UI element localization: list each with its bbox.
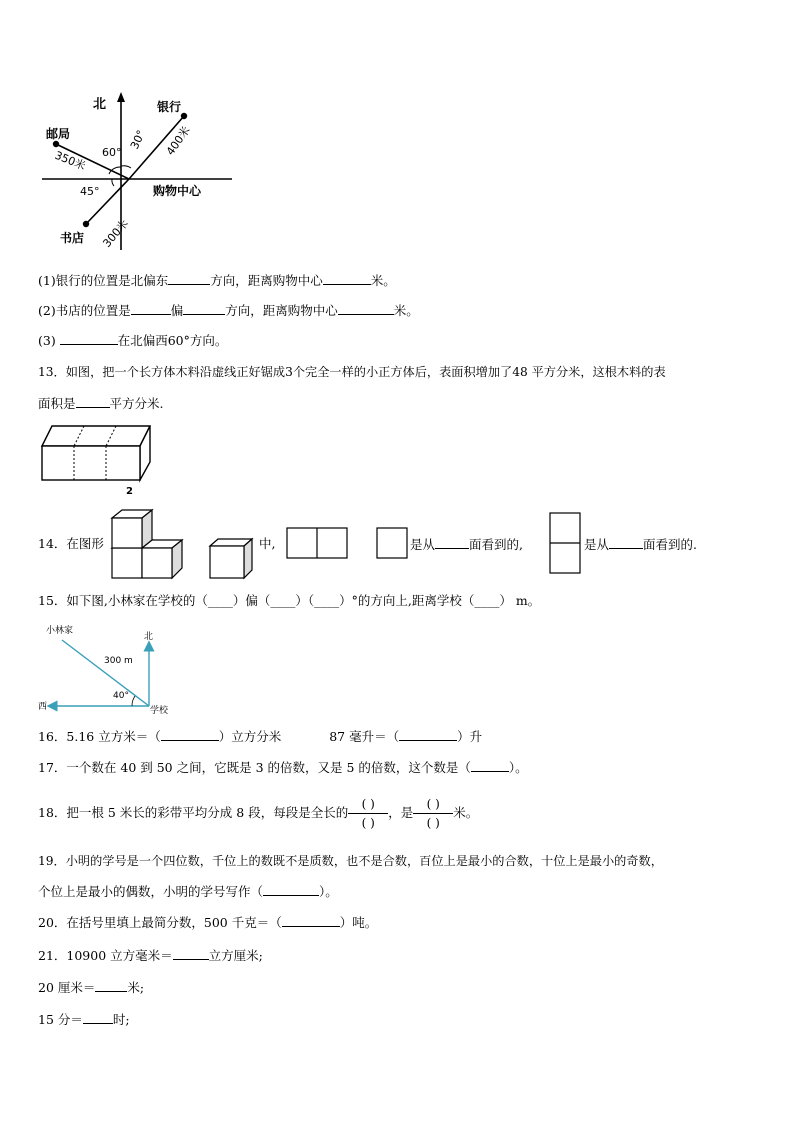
answer-blank[interactable]	[76, 395, 110, 408]
bookstore-label: 书店	[60, 231, 85, 245]
north-arrow-icon	[117, 92, 125, 102]
answer-blank[interactable]	[263, 884, 319, 896]
q18-text-b: ，是	[388, 805, 414, 820]
q13-line1: 13．如图，把一个长方体木料沿虚线正好锯成3个完全一样的小正方体后，表面积增加了48 平方分米，这根木料的表	[38, 365, 666, 379]
q19-text-b: ）。	[319, 884, 338, 899]
answer-blank[interactable]	[609, 536, 643, 549]
q12-line2-text-d: 米。	[393, 303, 419, 318]
arc-30	[121, 166, 131, 168]
fraction-blank-2[interactable]	[413, 796, 453, 831]
view-two-squares	[286, 527, 348, 559]
cuboid-label: 2	[126, 486, 133, 496]
angle-45: 45°	[80, 185, 100, 198]
answer-blank[interactable]	[471, 760, 509, 772]
q15-text: 15．如下图,小林家在学校的（____）偏（____）（____）°的方向上,距离学校（____） m。	[38, 593, 541, 608]
q14-text-c: 是从	[410, 537, 436, 552]
q21-text-f: 时;	[112, 1012, 130, 1027]
q16-line	[38, 729, 482, 745]
q21-text-d: 米;	[127, 980, 145, 995]
cuboid-figure	[38, 422, 158, 496]
answer-blank[interactable]	[282, 915, 340, 927]
q18-line	[38, 794, 478, 832]
q12-line2-text-a: (2)书店的位置是	[38, 303, 131, 318]
west-label: 西	[38, 702, 48, 712]
q14-text-a: 14．在图形	[38, 536, 104, 551]
q12-line2-text-b: 偏	[170, 303, 184, 318]
l-shape-cubes-figure	[110, 508, 190, 580]
q13-text-b: 平方分米.	[109, 396, 164, 411]
home-label: 小林家	[46, 626, 74, 636]
q16-text-d: ）升	[457, 729, 483, 744]
q12-line1-text-c: 米。	[370, 273, 396, 288]
answer-blank[interactable]	[60, 332, 118, 345]
q19-line2	[38, 884, 338, 900]
answer-blank[interactable]	[399, 729, 457, 741]
angle-30: 30°	[127, 128, 148, 152]
north-label: 北	[144, 632, 154, 642]
view-two-stacked	[549, 512, 581, 574]
bookstore-point	[83, 221, 89, 227]
q21-text-e: 15 分＝	[38, 1012, 83, 1027]
fraction-blank-1[interactable]	[348, 796, 388, 831]
answer-blank[interactable]	[173, 947, 209, 960]
answer-blank[interactable]	[83, 1011, 113, 1024]
q14-text-f: 面看到的.	[643, 537, 697, 552]
post-office-label: 邮局	[46, 127, 71, 141]
single-cube-figure	[208, 536, 258, 580]
post-office-point	[53, 141, 59, 147]
q12-line2	[38, 302, 419, 319]
q21-text-a: 21．10900 立方毫米＝	[38, 948, 173, 963]
fraction-numerator: ( )	[361, 797, 375, 811]
q18-text-c: 米。	[453, 805, 479, 820]
q16-text-a: 16．5.16 立方米＝（	[38, 729, 161, 744]
q16-text-c: 87 毫升＝（	[329, 729, 400, 744]
angle-label: 40°	[113, 691, 129, 701]
q20-text-a: 20．在括号里填上最简分数，500 千克＝（	[38, 915, 282, 930]
compass-figure	[36, 88, 236, 250]
q14-text-e: 是从	[584, 537, 610, 552]
bank-distance: 400米	[163, 124, 193, 158]
answer-blank[interactable]	[435, 536, 469, 549]
q14-text-b: 中,	[259, 536, 276, 551]
q19-text-a: 个位上是最小的偶数，小明的学号写作（	[38, 884, 264, 899]
distance-label: 300 m	[104, 656, 133, 666]
q21-text-c: 20 厘米＝	[38, 980, 96, 995]
shopping-center-label: 购物中心	[153, 184, 202, 198]
q14-answer-2	[584, 536, 697, 553]
answer-blank[interactable]	[338, 302, 394, 315]
q13-line2	[38, 395, 164, 412]
q20-line	[38, 915, 377, 931]
bank-label: 银行	[157, 100, 182, 114]
answer-blank[interactable]	[131, 302, 171, 315]
q12-line3-text-b: 在北偏西60°方向。	[117, 333, 228, 348]
school-label: 学校	[150, 706, 169, 716]
q21-line2	[38, 979, 144, 996]
q12-line3	[38, 332, 227, 349]
q18-text-a: 18．把一根 5 米长的彩带平均分成 8 段，每段是全长的	[38, 805, 349, 820]
q12-line1-text-a: (1)银行的位置是北偏东	[38, 273, 169, 288]
fraction-denominator: ( )	[361, 816, 375, 830]
q17-text-a: 17．一个数在 40 到 50 之间，它既是 3 的倍数，又是 5 的倍数，这个数是（	[38, 760, 471, 775]
q21-text-b: 立方厘米;	[208, 948, 263, 963]
answer-blank[interactable]	[161, 729, 219, 741]
q12-line1	[38, 272, 396, 289]
q21-line3	[38, 1011, 130, 1028]
bank-point	[181, 113, 187, 119]
q12-line2-text-c: 方向，距离购物中心	[225, 303, 338, 318]
q20-text-b: ）吨。	[339, 915, 378, 930]
angle-60: 60°	[102, 146, 122, 159]
arc-45	[112, 179, 114, 186]
q17-text-b: ）。	[508, 760, 528, 775]
fraction-denominator: ( )	[426, 816, 440, 830]
q16-text-b: ）立方分米	[218, 729, 282, 744]
bookstore-distance: 300米	[100, 217, 131, 250]
answer-blank[interactable]	[168, 272, 210, 285]
north-label: 北	[93, 97, 107, 112]
fraction-numerator: ( )	[426, 797, 440, 811]
view-one-square	[376, 527, 408, 559]
direction-figure	[34, 620, 184, 716]
q14-answer-1	[410, 536, 523, 553]
answer-blank[interactable]	[323, 272, 371, 285]
answer-blank[interactable]	[183, 302, 225, 315]
q17-line	[38, 760, 528, 776]
q12-line1-text-b: 方向，距离购物中心	[210, 273, 323, 288]
q19-line1: 19．小明的学号是一个四位数，千位上的数既不是质数，也不是合数，百位上是最小的合数，十位上是最小的奇数，	[38, 854, 663, 868]
q13-text-a: 面积是	[38, 396, 76, 411]
q12-line3-text-a: (3)	[38, 333, 60, 348]
q14-text-d: 面看到的,	[469, 537, 523, 552]
answer-blank[interactable]	[95, 979, 127, 992]
q21-line1	[38, 947, 263, 964]
post-office-distance: 350米	[52, 148, 88, 173]
home-line	[62, 640, 149, 706]
